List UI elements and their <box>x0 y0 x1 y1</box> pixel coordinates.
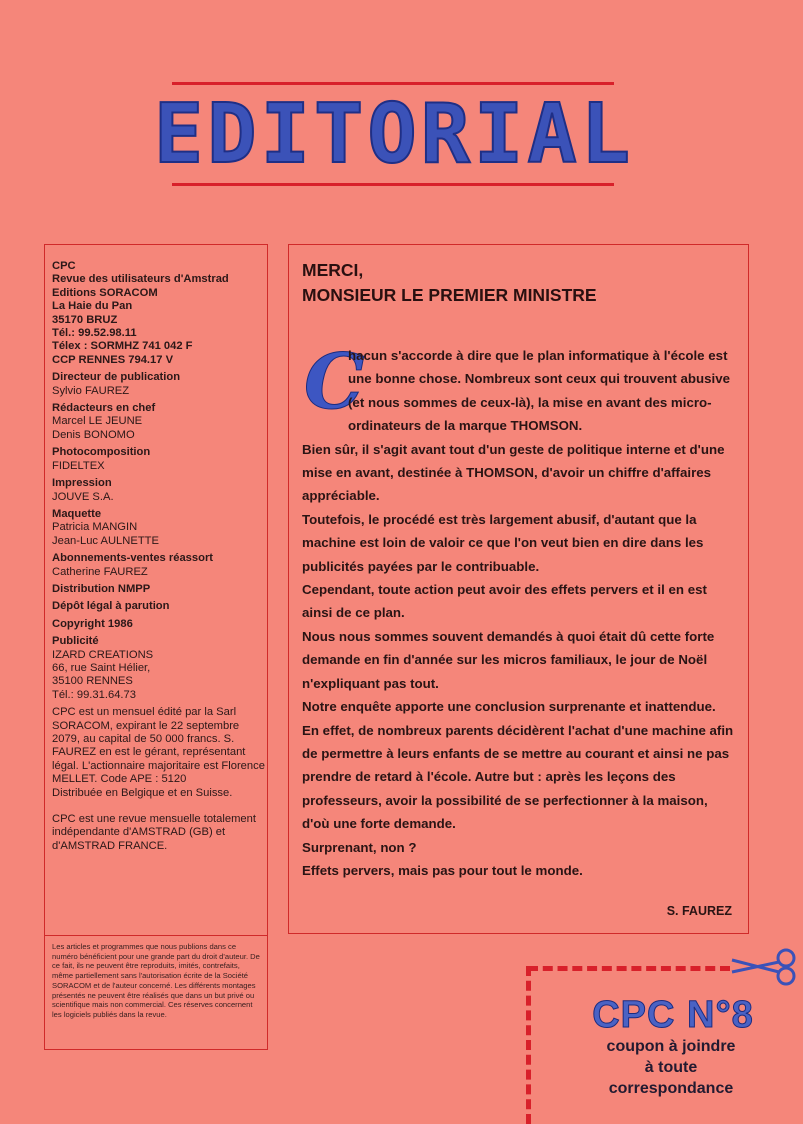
credit-line: Jean-Luc AULNETTE <box>52 534 159 547</box>
credit-line: Rédacteurs en chef <box>52 402 156 415</box>
credit-line: Tél.: 99.31.64.73 <box>52 688 136 701</box>
credit-line: Publicité <box>52 635 99 648</box>
article-headline <box>302 258 742 308</box>
coupon-line-2: à toute <box>644 1059 698 1076</box>
article-signature: S. FAUREZ <box>666 904 732 918</box>
dropcap-c <box>302 337 365 426</box>
credit-line: 35100 RENNES <box>52 675 133 688</box>
scissors-icon <box>728 946 800 986</box>
dropcap-letter: C <box>304 337 365 426</box>
credit-line: Photocomposition <box>52 446 151 459</box>
credit-line: Sylvio FAUREZ <box>52 384 130 397</box>
credit-line: Catherine FAUREZ <box>52 565 148 578</box>
article-paragraph: Toutefois, le procédé est très largement abusif, d'autant que la machine est loin de valoir ce que l'on veut bien en dire dans les publicités payées par le contribuable. <box>302 511 704 574</box>
credit-lines <box>52 260 270 702</box>
credit-line: Distribution NMPP <box>52 582 151 595</box>
article-paragraph: Cependant, toute action peut avoir des effets pervers et il en est ainsi de ce plan. <box>302 582 707 621</box>
masthead-title: EDITORIAL <box>153 86 635 182</box>
credit-line: CCP RENNES 794.17 V <box>52 353 174 366</box>
article-paragraphs <box>302 344 734 882</box>
credit-line: La Haie du Pan <box>52 300 133 313</box>
coupon-cut-line-vertical <box>526 966 531 1124</box>
credits-column <box>52 260 270 853</box>
credit-line: Tél.: 99.52.98.11 <box>52 327 137 340</box>
distribution-note: Distribuée en Belgique et en Suisse. <box>52 786 233 799</box>
coupon-text <box>560 1036 782 1099</box>
article-paragraph: Notre enquête apporte une conclusion surprenante et inattendue. <box>302 699 716 715</box>
coupon-line-3: correspondance <box>608 1080 734 1097</box>
coupon-line-1: coupon à joindre <box>606 1038 736 1055</box>
masthead-rule-top <box>172 82 614 85</box>
credit-line: Impression <box>52 477 112 490</box>
credit-line: Maquette <box>52 507 102 520</box>
coupon-title: CPC N°8 <box>592 994 754 1036</box>
masthead-rule-bottom <box>172 183 614 186</box>
coupon-cut-line-horizontal <box>528 966 730 971</box>
credit-line: Revue des utilisateurs d'Amstrad <box>52 273 229 286</box>
credit-line: 35170 BRUZ <box>52 313 118 326</box>
credit-line: Patricia MANGIN <box>52 521 138 534</box>
credit-line: FIDELTEX <box>52 459 105 472</box>
credit-line: JOUVE S.A. <box>52 490 114 503</box>
credit-line: Editions SORACOM <box>52 286 158 299</box>
article-body <box>302 337 734 882</box>
legal-notice: Les articles et programmes que nous publions dans ce numéro bénéficient pour une grande part du droit d'auteur. De ce fait, ils ne peuvent être reproduits, imités, contrefaits, même partiellement sans l'autorisation écrite de la Société SORACOM et de l'auteur concerné. Les différents montages présentés ne peuvent être réalisés que dans un but privé ou scientifique mais non commercial. Ces réserves concernent les logiciels publiés dans la revue. <box>44 936 268 1050</box>
article-paragraph: En effet, de nombreux parents décidèrent l'achat d'une machine afin de permettre à leurs enfants de se mettre au courant et ainsi ne pas prendre de retard à l'école. Autre but : après les leçons des professeurs, avoir la possibilité de se perfectionner à la maison, d'où une forte demande. <box>302 722 734 832</box>
credit-line: CPC <box>52 260 76 272</box>
article-paragraph: Surprenant, non ? <box>302 839 417 855</box>
company-note: CPC est un mensuel édité par la Sarl SORACOM, expirant le 22 septembre 2079, au capital de 50 000 francs. S. FAUREZ en est le gérant, représentant légal. L'actionnaire majoritaire est Florence MELLET. Code APE : 5120 <box>52 706 265 786</box>
credit-line: Dépôt légal à parution <box>52 600 170 613</box>
credit-line: Denis BONOMO <box>52 428 135 441</box>
article-paragraph: Bien sûr, il s'agit avant tout d'un geste de politique interne et d'une mise en avant, destinée à THOMSON, d'avoir un chiffre d'affaires appréciable. <box>302 441 725 504</box>
credit-line: Directeur de publication <box>52 371 181 384</box>
credit-line: Copyright 1986 <box>52 617 133 630</box>
credit-line: Marcel LE JEUNE <box>52 415 143 428</box>
credit-line: Télex : SORMHZ 741 042 F <box>52 340 193 353</box>
credit-line: IZARD CREATIONS <box>52 648 154 661</box>
article-paragraph: hacun s'accorde à dire que le plan informatique à l'école est une bonne chose. Nombreux sont ceux qui trouvent abusive (et nous sommes de ceux-là), la mise en avant des micro-ordinateurs de la marque THOMSON. <box>348 348 730 434</box>
independence-note: CPC est une revue mensuelle totalement indépendante d'AMSTRAD (GB) et d'AMSTRAD FRANCE. <box>52 813 256 852</box>
headline-line-2: MONSIEUR LE PREMIER MINISTRE <box>302 285 597 305</box>
credit-line: 66, rue Saint Hélier, <box>52 661 151 674</box>
article-paragraph: Effets pervers, mais pas pour tout le monde. <box>302 862 583 878</box>
credit-line: Abonnements-ventes réassort <box>52 552 214 565</box>
article-paragraph: Nous nous sommes souvent demandés à quoi était dû cette forte demande en fin d'année sur les micros familiaux, le jour de Noël n'expliquant pas tout. <box>302 628 715 691</box>
headline-line-1: MERCI, <box>302 260 364 280</box>
